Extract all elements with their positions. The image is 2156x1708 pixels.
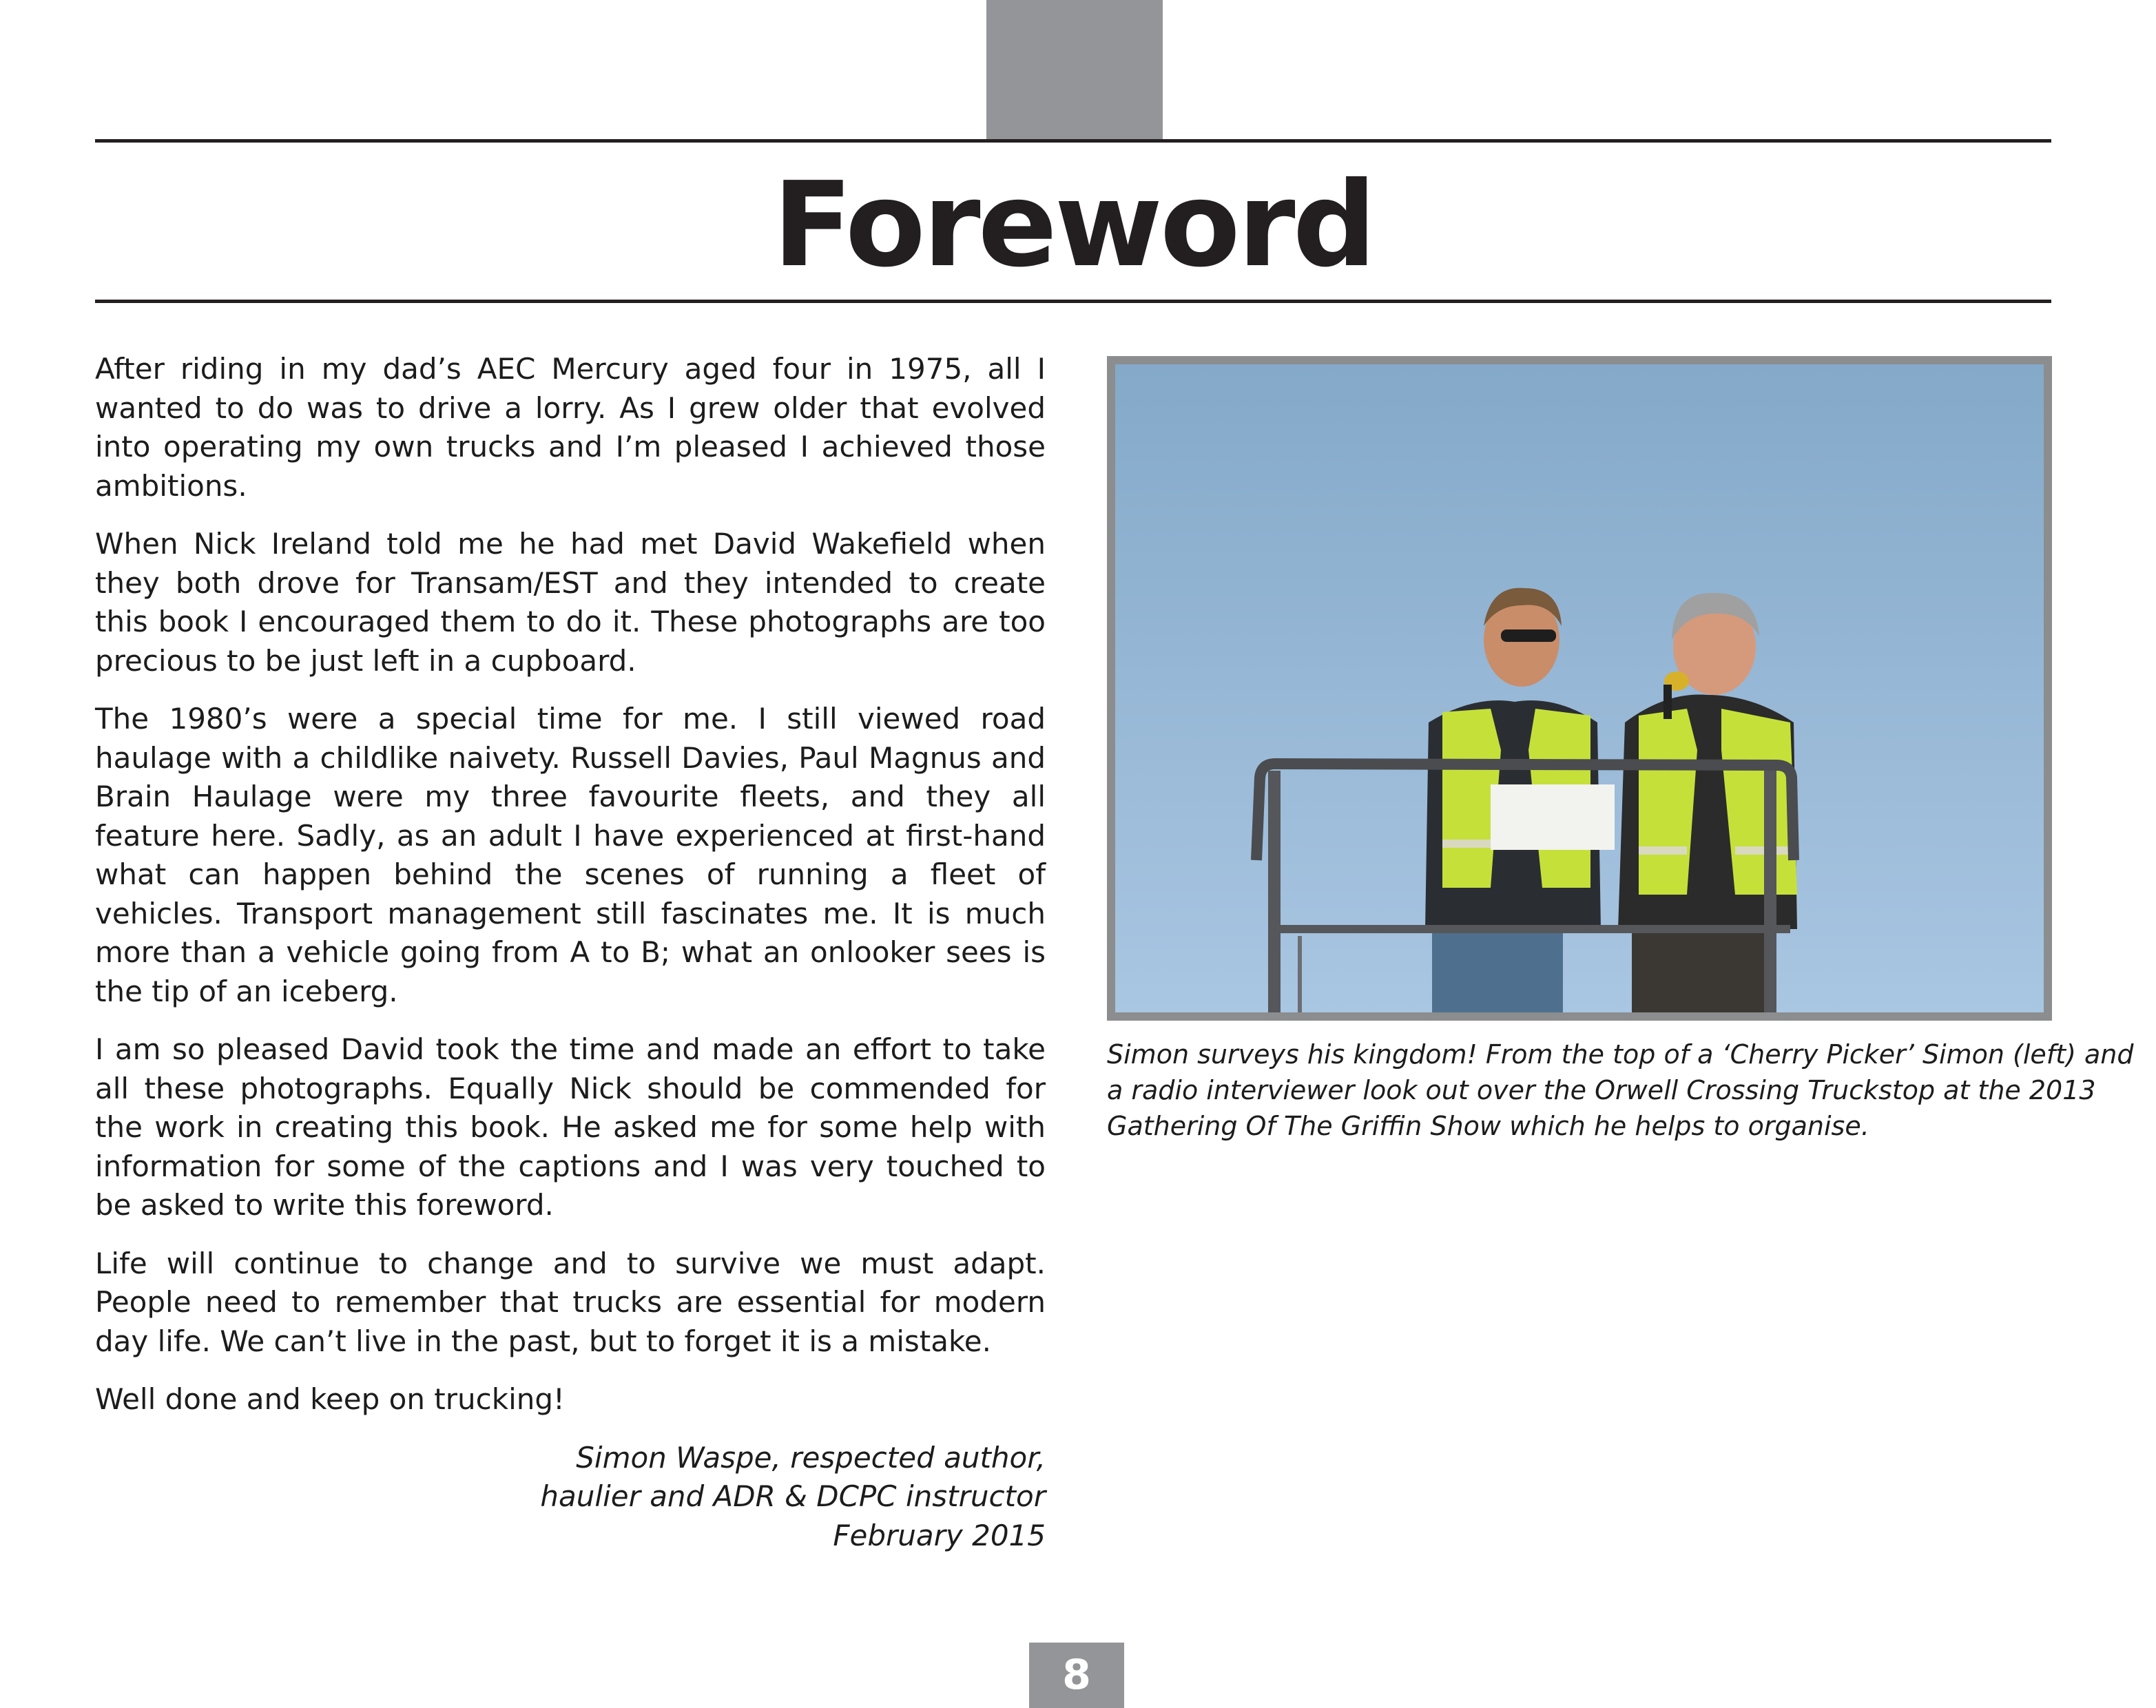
header-rule-top xyxy=(95,139,2051,143)
page-title: Foreword xyxy=(772,157,1374,293)
paragraph-1: After riding in my dad’s AEC Mercury aged four in 1975, all I wanted to do was to drive a lorry. As I grew older that evolved into operating my own trucks and I’m pleased I achieved those ambitions. xyxy=(95,352,1046,503)
signature-line-1: Simon Waspe, respected author, xyxy=(576,1440,1046,1475)
photo-frame xyxy=(1107,356,2052,1021)
paragraph-5: Life will continue to change and to survive we must adapt. People need to remember that trucks are essential for modern day life. We can’t live in the past, but to forget it is a mistake. xyxy=(95,1246,1046,1358)
paragraph-4: I am so pleased David took the time and made an effort to take all these photographs. Equally Nick should be commended for the work in creating this book. He asked me for some help with information for some of the captions and I was very touched to be asked to write this foreword. xyxy=(95,1032,1046,1222)
page-number: 8 xyxy=(1029,1643,1124,1708)
foreword-text-column xyxy=(95,350,1046,1555)
photo-caption xyxy=(1107,1037,2134,1144)
caption-line-2: a radio interviewer look out over the Orwell Crossing Truckstop at the 2013 xyxy=(1107,1075,2096,1105)
signature-line-2: haulier and ADR & DCPC instructor xyxy=(540,1479,1046,1513)
paragraph-6: Well done and keep on trucking! xyxy=(95,1382,565,1416)
signature-block xyxy=(95,1439,1046,1556)
caption-line-3: Gathering Of The Griffin Show which he helps to organise. xyxy=(1107,1111,1869,1141)
caption-line-1: Simon surveys his kingdom! From the top of a ‘Cherry Picker’ Simon (left) and xyxy=(1107,1039,2134,1070)
signature-line-3: February 2015 xyxy=(833,1518,1046,1552)
header-rule-bottom xyxy=(95,300,2051,303)
paragraph-2: When Nick Ireland told me he had met David Wakefield when they both drove for Transam/EST and they intended to create this book I encouraged them to do it. These photographs are too precious to be just left in a cupboard. xyxy=(95,527,1046,678)
photo-cherry-picker xyxy=(1115,364,2044,1012)
top-page-tab xyxy=(986,0,1163,140)
paragraph-3: The 1980’s were a special time for me. I still viewed road haulage with a childlike naivety. Russell Davies, Paul Magnus and Brain Haulage were my three favourite fleets, and they all feature here. Sadly, as an adult I have experienced at first-hand what can happen behind the scenes of running a fleet of vehicles. Transport management still fascinates me. It is much more than a vehicle going from A to B; what an onlooker sees is the tip of an iceberg. xyxy=(95,702,1046,1008)
